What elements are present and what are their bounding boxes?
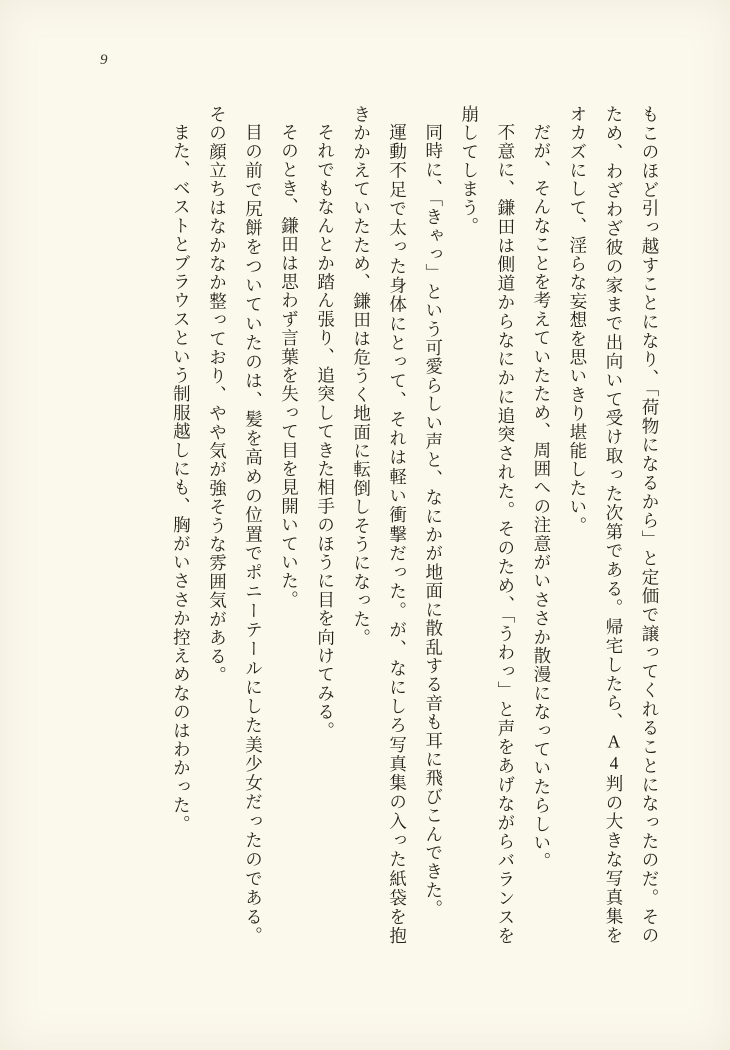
paragraph: それでもなんとか踏ん張り、追突してきた相手のほうに目を向けてみる。 [315,122,336,740]
page-number: 9 [100,52,108,68]
paragraph: 同時に、「きゃっ」という可愛らしい声と、なにかが地面に散乱する音も耳に飛びこんできた。 [423,122,444,918]
paragraph: 運動不足で太った身体にとって、それは軽い衝撃だった。が、なにしろ写真集の入った紙袋を抱きかかえていたため、鎌田は危うく地面に転倒しそうになった。 [351,105,408,945]
paragraph: そのとき、鎌田は思わず言葉を失って目を見開いていた。 [279,122,300,609]
paragraph: 目の前で尻餅をついていたのは、髪を高めの位置でポニーテールにした美少女だったのである。その顔立ちはなかなか整っており、やや気が強そうな雰囲気がある。 [207,105,264,945]
page-body-text [78,105,668,945]
paragraph: 不意に、鎌田は側道からなにかに追突された。そのため、「うわっ」と声をあげながらバランスを崩してしまう。 [459,105,516,945]
paragraph: また、ベストとブラウスという制服越しにも、胸がいささか控えめなのはわかった。 [171,122,192,834]
paragraph: もこのほど引っ越すことになり、「荷物になるから」と定価で譲ってくれることになったのだ。そのため、わざわざ彼の家まで出向いて受け取った次第である。帰宅したら、A4判の大きな写真集をオカズにして、淫らな妄想を思いきり堪能したい。 [567,105,660,945]
paragraph: だが、そんなことを考えていたため、周囲への注意がいささか散漫になっていたらしい。 [531,122,552,871]
